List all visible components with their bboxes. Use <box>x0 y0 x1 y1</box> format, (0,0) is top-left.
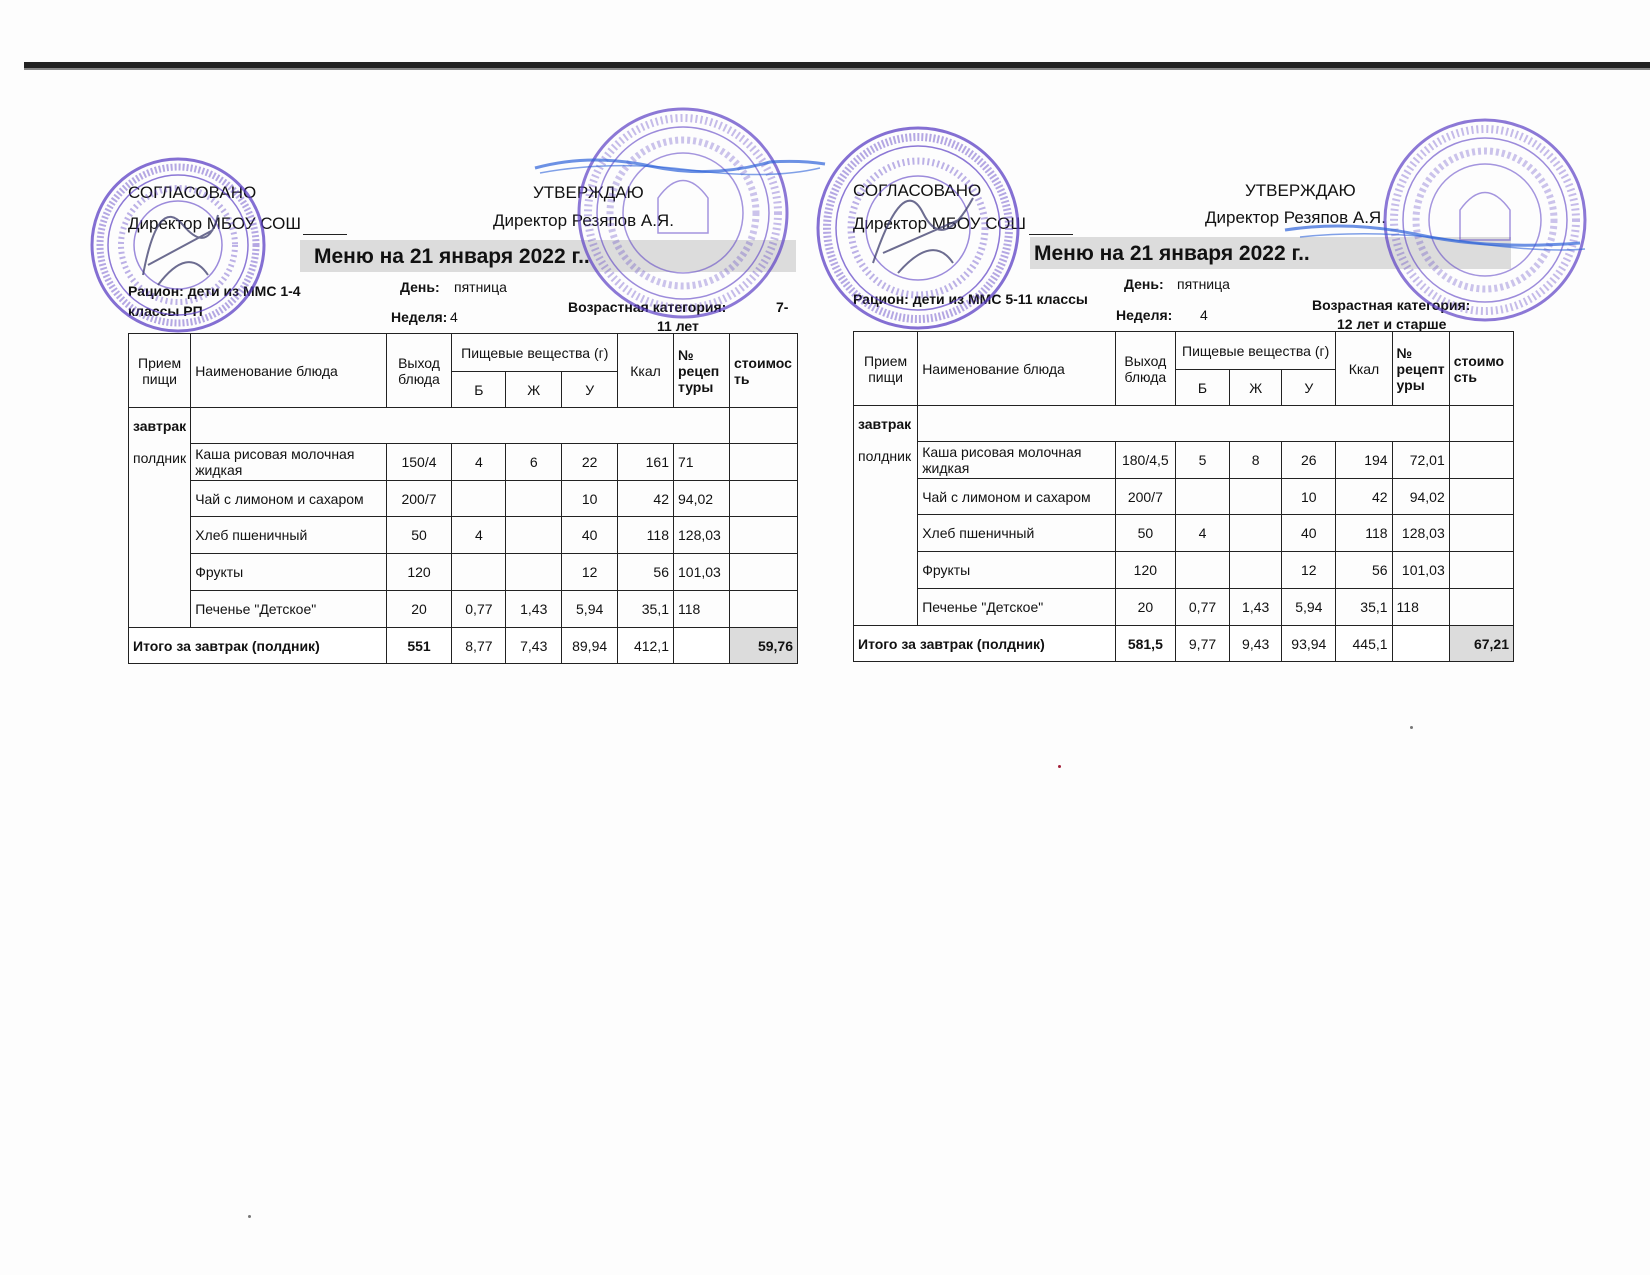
total-zh: 9,43 <box>1230 626 1282 662</box>
table-spacer-cost <box>729 408 797 444</box>
kcal-value: 42 <box>1336 479 1392 515</box>
zh-value <box>1230 515 1282 552</box>
dish: Печенье "Детское" <box>918 589 1116 626</box>
dish: Фрукты <box>918 552 1116 589</box>
zh-value <box>1230 479 1282 515</box>
cost-value <box>729 554 797 591</box>
meal-cell <box>129 408 191 628</box>
table-row <box>854 442 1514 479</box>
b-value: 0,77 <box>452 591 506 628</box>
zh-value: 6 <box>506 444 562 481</box>
age-value-2: 12 лет и старше <box>1337 316 1447 332</box>
b-value: 4 <box>1175 515 1229 552</box>
yield: 120 <box>1115 552 1175 589</box>
table-row <box>129 481 798 517</box>
cost-value <box>729 517 797 554</box>
total-row <box>854 626 1514 662</box>
table-row <box>129 591 798 628</box>
table-row <box>854 552 1514 589</box>
total-yield: 551 <box>386 628 452 664</box>
header-b: Б <box>452 372 506 408</box>
zh-value: 8 <box>1230 442 1282 479</box>
b-value: 4 <box>452 444 506 481</box>
b-value <box>1175 479 1229 515</box>
u-value: 40 <box>562 517 618 554</box>
total-kcal: 445,1 <box>1336 626 1392 662</box>
table-row <box>129 444 798 481</box>
b-value <box>1175 552 1229 589</box>
total-zh: 7,43 <box>506 628 562 664</box>
yield: 180/4,5 <box>1115 442 1175 479</box>
header-zh: Ж <box>506 372 562 408</box>
zh-value <box>1230 552 1282 589</box>
u-value: 10 <box>562 481 618 517</box>
header-zh: Ж <box>1230 370 1282 406</box>
kcal-value: 194 <box>1336 442 1392 479</box>
u-value: 40 <box>1282 515 1336 552</box>
total-b: 9,77 <box>1175 626 1229 662</box>
dish: Хлеб пшеничный <box>918 515 1116 552</box>
header-u: У <box>562 372 618 408</box>
b-value <box>452 481 506 517</box>
header-kcal: Ккал <box>618 334 674 408</box>
table-row <box>854 515 1514 552</box>
day-label: День: <box>400 279 440 295</box>
cost-value <box>729 591 797 628</box>
dish: Чай с лимоном и сахаром <box>918 479 1116 515</box>
utverzhdayu-label: УТВЕРЖДАЮ <box>533 183 644 202</box>
recipe-value: 101,03 <box>674 554 730 591</box>
recipe-value: 94,02 <box>1392 479 1449 515</box>
header-kcal: Ккал <box>1336 332 1392 406</box>
recipe-value: 101,03 <box>1392 552 1449 589</box>
recipe-value: 71 <box>674 444 730 481</box>
total-cost: 67,21 <box>1449 626 1513 662</box>
meal-poldnik: полдник <box>133 450 187 466</box>
total-kcal: 412,1 <box>618 628 674 664</box>
soglasovano-label: СОГЛАСОВАНО <box>128 183 257 202</box>
u-value: 22 <box>562 444 618 481</box>
kcal-value: 56 <box>1336 552 1392 589</box>
week-label: Неделя: <box>391 309 448 325</box>
dish: Хлеб пшеничный <box>191 517 386 554</box>
b-value <box>452 554 506 591</box>
u-value: 5,94 <box>1282 589 1336 626</box>
table-row <box>129 517 798 554</box>
total-u: 89,94 <box>562 628 618 664</box>
yield: 200/7 <box>386 481 452 517</box>
scan-speck <box>1410 726 1413 729</box>
zh-value: 1,43 <box>506 591 562 628</box>
header-meal: Прием пищи <box>129 334 191 408</box>
scan-speck <box>1058 765 1061 768</box>
total-cost: 59,76 <box>729 628 797 664</box>
header-u: У <box>1282 370 1336 406</box>
cost-value <box>729 444 797 481</box>
signature-underline <box>303 234 347 235</box>
recipe-value: 94,02 <box>674 481 730 517</box>
cost-value <box>1449 515 1513 552</box>
meal-poldnik: полдник <box>858 448 912 464</box>
recipe-value: 72,01 <box>1392 442 1449 479</box>
header-recipe: № рецеп туры <box>674 334 730 408</box>
scan-speck <box>248 1215 251 1218</box>
meal-zavtrak: завтрак <box>133 418 187 434</box>
zh-value <box>506 554 562 591</box>
header-cost: стоимо сть <box>1449 332 1513 406</box>
signature-stroke-right <box>1280 215 1590 260</box>
kcal-value: 161 <box>618 444 674 481</box>
total-label: Итого за завтрак (полдник) <box>129 628 387 664</box>
director-school-label: Директор МБОУ СОШ <box>853 214 1026 233</box>
table-spacer <box>191 408 730 444</box>
total-recipe <box>1392 626 1449 662</box>
soglasovano-label: СОГЛАСОВАНО <box>853 181 982 200</box>
entrepreneur-seal-stamp-left <box>573 103 793 323</box>
cost-value <box>1449 442 1513 479</box>
week-label: Неделя: <box>1116 307 1173 323</box>
director-school-label: Директор МБОУ СОШ <box>128 214 301 233</box>
cost-value <box>729 481 797 517</box>
age-label: Возрастная категория: <box>568 299 727 315</box>
yield: 20 <box>386 591 452 628</box>
total-label: Итого за завтрак (полдник) <box>854 626 1116 662</box>
director-name-label: Директор Резяпов А.Я. <box>493 211 674 230</box>
day-label: День: <box>1124 276 1164 292</box>
menu-table <box>853 331 1514 662</box>
zh-value <box>506 517 562 554</box>
kcal-value: 56 <box>618 554 674 591</box>
menu-title: Меню на 21 января 2022 г.. <box>314 245 590 268</box>
zh-value: 1,43 <box>1230 589 1282 626</box>
total-b: 8,77 <box>452 628 506 664</box>
yield: 50 <box>386 517 452 554</box>
b-value: 5 <box>1175 442 1229 479</box>
header-yield: Выход блюда <box>386 334 452 408</box>
total-row <box>129 628 798 664</box>
utverzhdayu-label: УТВЕРЖДАЮ <box>1245 181 1356 200</box>
header-recipe: № рецепт уры <box>1392 332 1449 406</box>
week-value: 4 <box>1200 307 1208 323</box>
table-row <box>854 479 1514 515</box>
day-value: пятница <box>454 279 507 295</box>
recipe-value: 118 <box>1392 589 1449 626</box>
kcal-value: 35,1 <box>1336 589 1392 626</box>
dish: Фрукты <box>191 554 386 591</box>
u-value: 12 <box>562 554 618 591</box>
total-yield: 581,5 <box>1115 626 1175 662</box>
total-u: 93,94 <box>1282 626 1336 662</box>
zh-value <box>506 481 562 517</box>
header-dish: Наименование блюда <box>191 334 386 408</box>
kcal-value: 118 <box>618 517 674 554</box>
dish: Каша рисовая молочная жидкая <box>191 444 386 481</box>
u-value: 5,94 <box>562 591 618 628</box>
header-nutrients: Пищевые вещества (г) <box>1175 332 1335 370</box>
header-dish: Наименование блюда <box>918 332 1116 406</box>
recipe-value: 128,03 <box>1392 515 1449 552</box>
total-recipe <box>674 628 730 664</box>
yield: 200/7 <box>1115 479 1175 515</box>
recipe-value: 118 <box>674 591 730 628</box>
age-value-1: 7- <box>776 299 789 315</box>
table-spacer-cost <box>1449 406 1513 442</box>
menu-title: Меню на 21 января 2022 г.. <box>1034 242 1310 265</box>
header-b: Б <box>1175 370 1229 406</box>
signature-stroke-left <box>530 148 830 193</box>
age-value-2: 11 лет <box>657 318 699 334</box>
ration-label: Рацион: дети из ММС 1-4 <box>128 283 301 299</box>
dish: Каша рисовая молочная жидкая <box>918 442 1116 479</box>
recipe-value: 128,03 <box>674 517 730 554</box>
yield: 20 <box>1115 589 1175 626</box>
header-meal: Прием пищи <box>854 332 918 406</box>
header-yield: Выход блюда <box>1115 332 1175 406</box>
ration-label: Рацион: дети из ММС 5-11 классы <box>853 291 1088 307</box>
school-seal-stamp-left <box>88 155 268 335</box>
day-value: пятница <box>1177 276 1230 292</box>
u-value: 26 <box>1282 442 1336 479</box>
dish: Печенье "Детское" <box>191 591 386 628</box>
school-seal-stamp-right <box>813 123 1023 333</box>
meal-zavtrak: завтрак <box>858 416 912 432</box>
u-value: 10 <box>1282 479 1336 515</box>
u-value: 12 <box>1282 552 1336 589</box>
kcal-value: 118 <box>1336 515 1392 552</box>
scan-edge-shadow <box>24 68 1650 70</box>
ration-label-2: классы РП <box>128 303 203 319</box>
yield: 120 <box>386 554 452 591</box>
dish: Чай с лимоном и сахаром <box>191 481 386 517</box>
cost-value <box>1449 479 1513 515</box>
signature-underline <box>1029 234 1073 235</box>
yield: 150/4 <box>386 444 452 481</box>
table-row <box>129 554 798 591</box>
cost-value <box>1449 552 1513 589</box>
age-label: Возрастная категория: <box>1312 297 1471 313</box>
week-value: 4 <box>450 309 458 325</box>
director-name-label: Директор Резяпов А.Я. <box>1205 208 1386 227</box>
yield: 50 <box>1115 515 1175 552</box>
table-spacer <box>918 406 1450 442</box>
meal-cell <box>854 406 918 626</box>
menu-table <box>128 333 798 664</box>
kcal-value: 35,1 <box>618 591 674 628</box>
header-nutrients: Пищевые вещества (г) <box>452 334 618 372</box>
b-value: 4 <box>452 517 506 554</box>
header-cost: стоимос ть <box>729 334 797 408</box>
cost-value <box>1449 589 1513 626</box>
kcal-value: 42 <box>618 481 674 517</box>
b-value: 0,77 <box>1175 589 1229 626</box>
table-row <box>854 589 1514 626</box>
